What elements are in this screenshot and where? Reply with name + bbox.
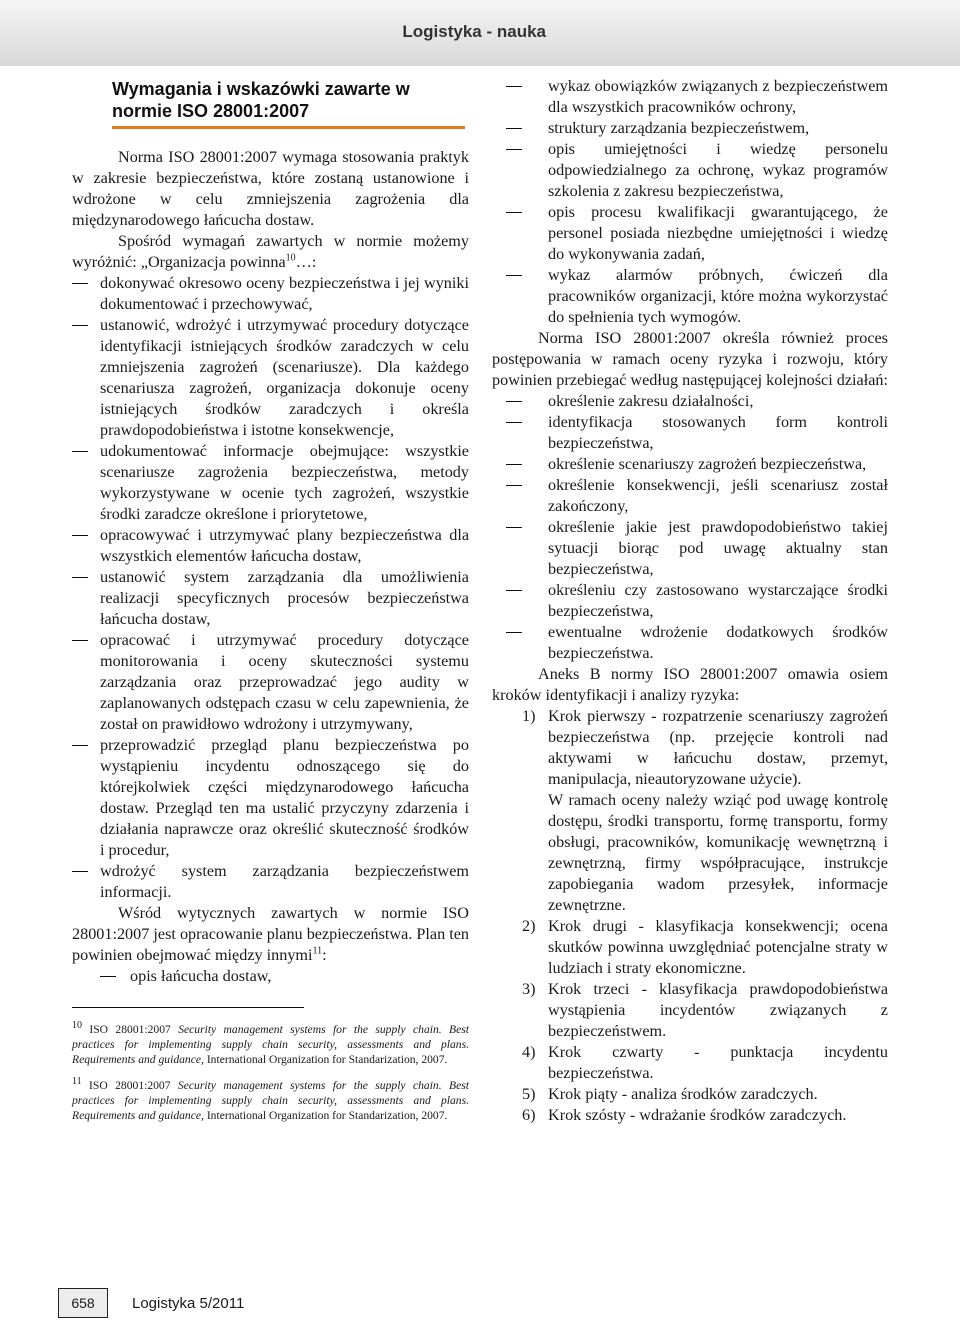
list-item: struktury zarządzania bezpieczeństwem,	[492, 118, 888, 139]
issue-label: Logistyka 5/2011	[132, 1295, 245, 1312]
paragraph-text: …:	[295, 253, 317, 271]
list-item: przeprowadzić przegląd planu bezpieczeństwa po wystąpieniu incydentu odnoszącego się do którejkolwiek części międzynarodowego łańcucha dostaw. Przegląd ten ma ustalić przyczyny zdarzenia i działania naprawcze oraz określić skuteczność środków i procedur,	[72, 735, 469, 861]
section-title	[112, 78, 469, 122]
list-item: wdrożyć system zarządzania bezpieczeństwem informacji.	[72, 861, 469, 903]
footnote-code: ISO 28001:2007	[89, 1079, 171, 1092]
numbered-item	[492, 979, 888, 1042]
list-item: identyfikacja stosowanych form kontroli bezpieczeństwa,	[492, 412, 888, 454]
footnote-publisher: International Organization for Standarization, 2007.	[206, 1053, 448, 1066]
list-item: określeniu czy zastosowano wystarczające środki bezpieczeństwa,	[492, 580, 888, 622]
footnote-title: Security management systems for the supply chain. Best practices for implementing supply chain security, assessments and plans. Requirements and guidance,	[72, 1023, 469, 1066]
list-item: opracowywać i utrzymywać plany bezpieczeństwa dla wszystkich elementów łańcucha dostaw,	[72, 525, 469, 567]
item-number: 1)	[522, 707, 536, 725]
list-item: wykaz alarmów próbnych, ćwiczeń dla pracowników organizacji, które można wykorzystać do spełnienia tych wymogów.	[492, 265, 888, 328]
plan-items-list	[492, 76, 888, 328]
item-text: Krok szósty - wdrażanie środków zaradczych.	[548, 1106, 847, 1124]
paragraph	[72, 231, 469, 273]
item-number: 6)	[522, 1106, 536, 1124]
requirements-list	[72, 273, 469, 903]
footnote-code: ISO 28001:2007	[89, 1023, 171, 1036]
paragraph-text: Wśród wytycznych zawartych w normie ISO 28001:2007 jest opracowanie planu bezpieczeństwa. Plan ten powinien obejmować między innymi	[72, 904, 469, 964]
list-item: określenie zakresu działalności,	[492, 391, 888, 412]
footnote-publisher: International Organization for Standarization, 2007.	[206, 1109, 448, 1122]
journal-section-title: Logistyka - nauka	[402, 22, 546, 41]
item-number: 4)	[522, 1043, 536, 1061]
list-item: ustanowić, wdrożyć i utrzymywać procedury dotyczące identyfikacji istniejących środków zaradczych w celu zmniejszenia zagrożeń (scenariusze). Dla każdego scenariusza zagrożeń, organizacja dokonuje oceny istniejących środków zaradczych i określa prawdopodobieństwa i istotne konsekwencje,	[72, 315, 469, 441]
footnote	[72, 1078, 469, 1123]
footnote-divider	[72, 1007, 304, 1008]
item-text: Krok drugi - klasyfikacja konsekwencji; ocena skutków powinna uwzględniać potencjalne straty w ludziach i straty ekonomiczne.	[548, 917, 888, 977]
plan-list	[72, 966, 469, 987]
paragraph-text: :	[322, 946, 327, 964]
risk-steps-list	[492, 706, 888, 1126]
paragraph	[72, 903, 469, 966]
item-text: Krok czwarty - punktacja incydentu bezpieczeństwa.	[548, 1043, 888, 1082]
list-item: opis procesu kwalifikacji gwarantującego, że personel posiada niezbędne umiejętności i wiedzę do wykonywania zadań,	[492, 202, 888, 265]
numbered-item	[492, 1042, 888, 1084]
list-item: określenie konsekwencji, jeśli scenariusz został zakończony,	[492, 475, 888, 517]
paragraph: Norma ISO 28001:2007 określa również proces postępowania w ramach oceny ryzyka i rozwoju, który powinien przebiegać według następującej kolejności działań:	[492, 329, 888, 389]
paragraph: Norma ISO 28001:2007 wymaga stosowania praktyk w zakresie bezpieczeństwa, które zostaną ustanowione i wdrożone w celu zmniejszenia zagrożenia dla międzynarodowego łańcucha dostaw.	[72, 148, 469, 229]
list-item: ustanowić system zarządzania dla umożliwienia realizacji specyficznych procesów bezpieczeństwa łańcucha dostaw,	[72, 567, 469, 630]
item-text: Krok pierwszy - rozpatrzenie scenariuszy zagrożeń bezpieczeństwa (np. przejęcie kontroli nad aktywami w łańcuchu dostaw, przemyt, manipulacja, nieautoryzowane użycie).	[548, 707, 888, 788]
list-item: opracować i utrzymywać procedury dotyczące monitorowania i oceny skuteczności systemu zarządzania oraz przeprowadzać jego audity w zaplanowanych odstępach czasu w celu zapewnienia, że został on prawidłowo wdrożony i utrzymywany,	[72, 630, 469, 735]
list-item: określenie scenariuszy zagrożeń bezpieczeństwa,	[492, 454, 888, 475]
right-column	[492, 76, 888, 1126]
list-item: wykaz obowiązków związanych z bezpieczeństwem dla wszystkich pracowników ochrony,	[492, 76, 888, 118]
item-extra-text: W ramach oceny należy wziąć pod uwagę kontrolę dostępu, środki transportu, formę transportu, formy obsługi, pracowników, komunikację wewnętrzną i zewnętrzną, firmy współpracujące, instrukcje zapobiegania wadom przesyłek, informacje zewnętrzne.	[548, 791, 888, 914]
numbered-item	[492, 916, 888, 979]
item-number: 2)	[522, 917, 536, 935]
list-item: dokonywać okresowo oceny bezpieczeństwa i jej wyniki dokumentować i przechowywać,	[72, 273, 469, 315]
numbered-item	[492, 706, 888, 916]
footnote-ref: 11	[312, 945, 323, 957]
footnote-title: Security management systems for the supply chain. Best practices for implementing supply chain security, assessments and plans. Requirements and guidance,	[72, 1079, 469, 1122]
section-title-line-2: normie ISO 28001:2007	[112, 101, 310, 121]
page-number: 658	[58, 1288, 108, 1318]
list-item: udokumentować informacje obejmujące: wszystkie scenariusze zagrożenia bezpieczeństwa, metody wykorzystywane w ocenie tych zagrożeń, wszystkie środki zaradcze określone i priorytetowe,	[72, 441, 469, 525]
item-text: Krok piąty - analiza środków zaradczych.	[548, 1085, 818, 1103]
list-item: określenie jakie jest prawdopodobieństwo takiej sytuacji biorąc pod uwagę aktualny stan bezpieczeństwa,	[492, 517, 888, 580]
footnote-mark: 11	[72, 1076, 82, 1088]
numbered-item	[492, 1105, 888, 1126]
paragraph-text: Spośród wymagań zawartych w normie możemy wyróżnić: „Organizacja powinna	[72, 232, 469, 271]
list-item: ewentualne wdrożenie dodatkowych środków bezpieczeństwa.	[492, 622, 888, 664]
footnote-mark: 10	[72, 1020, 82, 1032]
item-number: 5)	[522, 1085, 536, 1103]
numbered-item	[492, 1084, 888, 1105]
footnote	[72, 1022, 469, 1067]
paragraph: Aneks B normy ISO 28001:2007 omawia osiem kroków identyfikacji i analizy ryzyka:	[492, 665, 888, 704]
item-text: Krok trzeci - klasyfikacja prawdopodobieństwa wystąpienia incydentów związanych z bezpieczeństwem.	[548, 980, 888, 1040]
left-column	[72, 76, 469, 1134]
footnote-ref: 10	[285, 252, 296, 264]
item-number: 3)	[522, 980, 536, 998]
risk-process-list	[492, 391, 888, 664]
title-underline	[112, 126, 465, 129]
list-item: opis umiejętności i wiedzę personelu odpowiedzialnego za ochronę, wykaz programów szkolenia z zakresu bezpieczeństwa,	[492, 139, 888, 202]
list-item: opis łańcucha dostaw,	[72, 966, 469, 987]
section-title-line-1: Wymagania i wskazówki zawarte w	[112, 79, 410, 99]
